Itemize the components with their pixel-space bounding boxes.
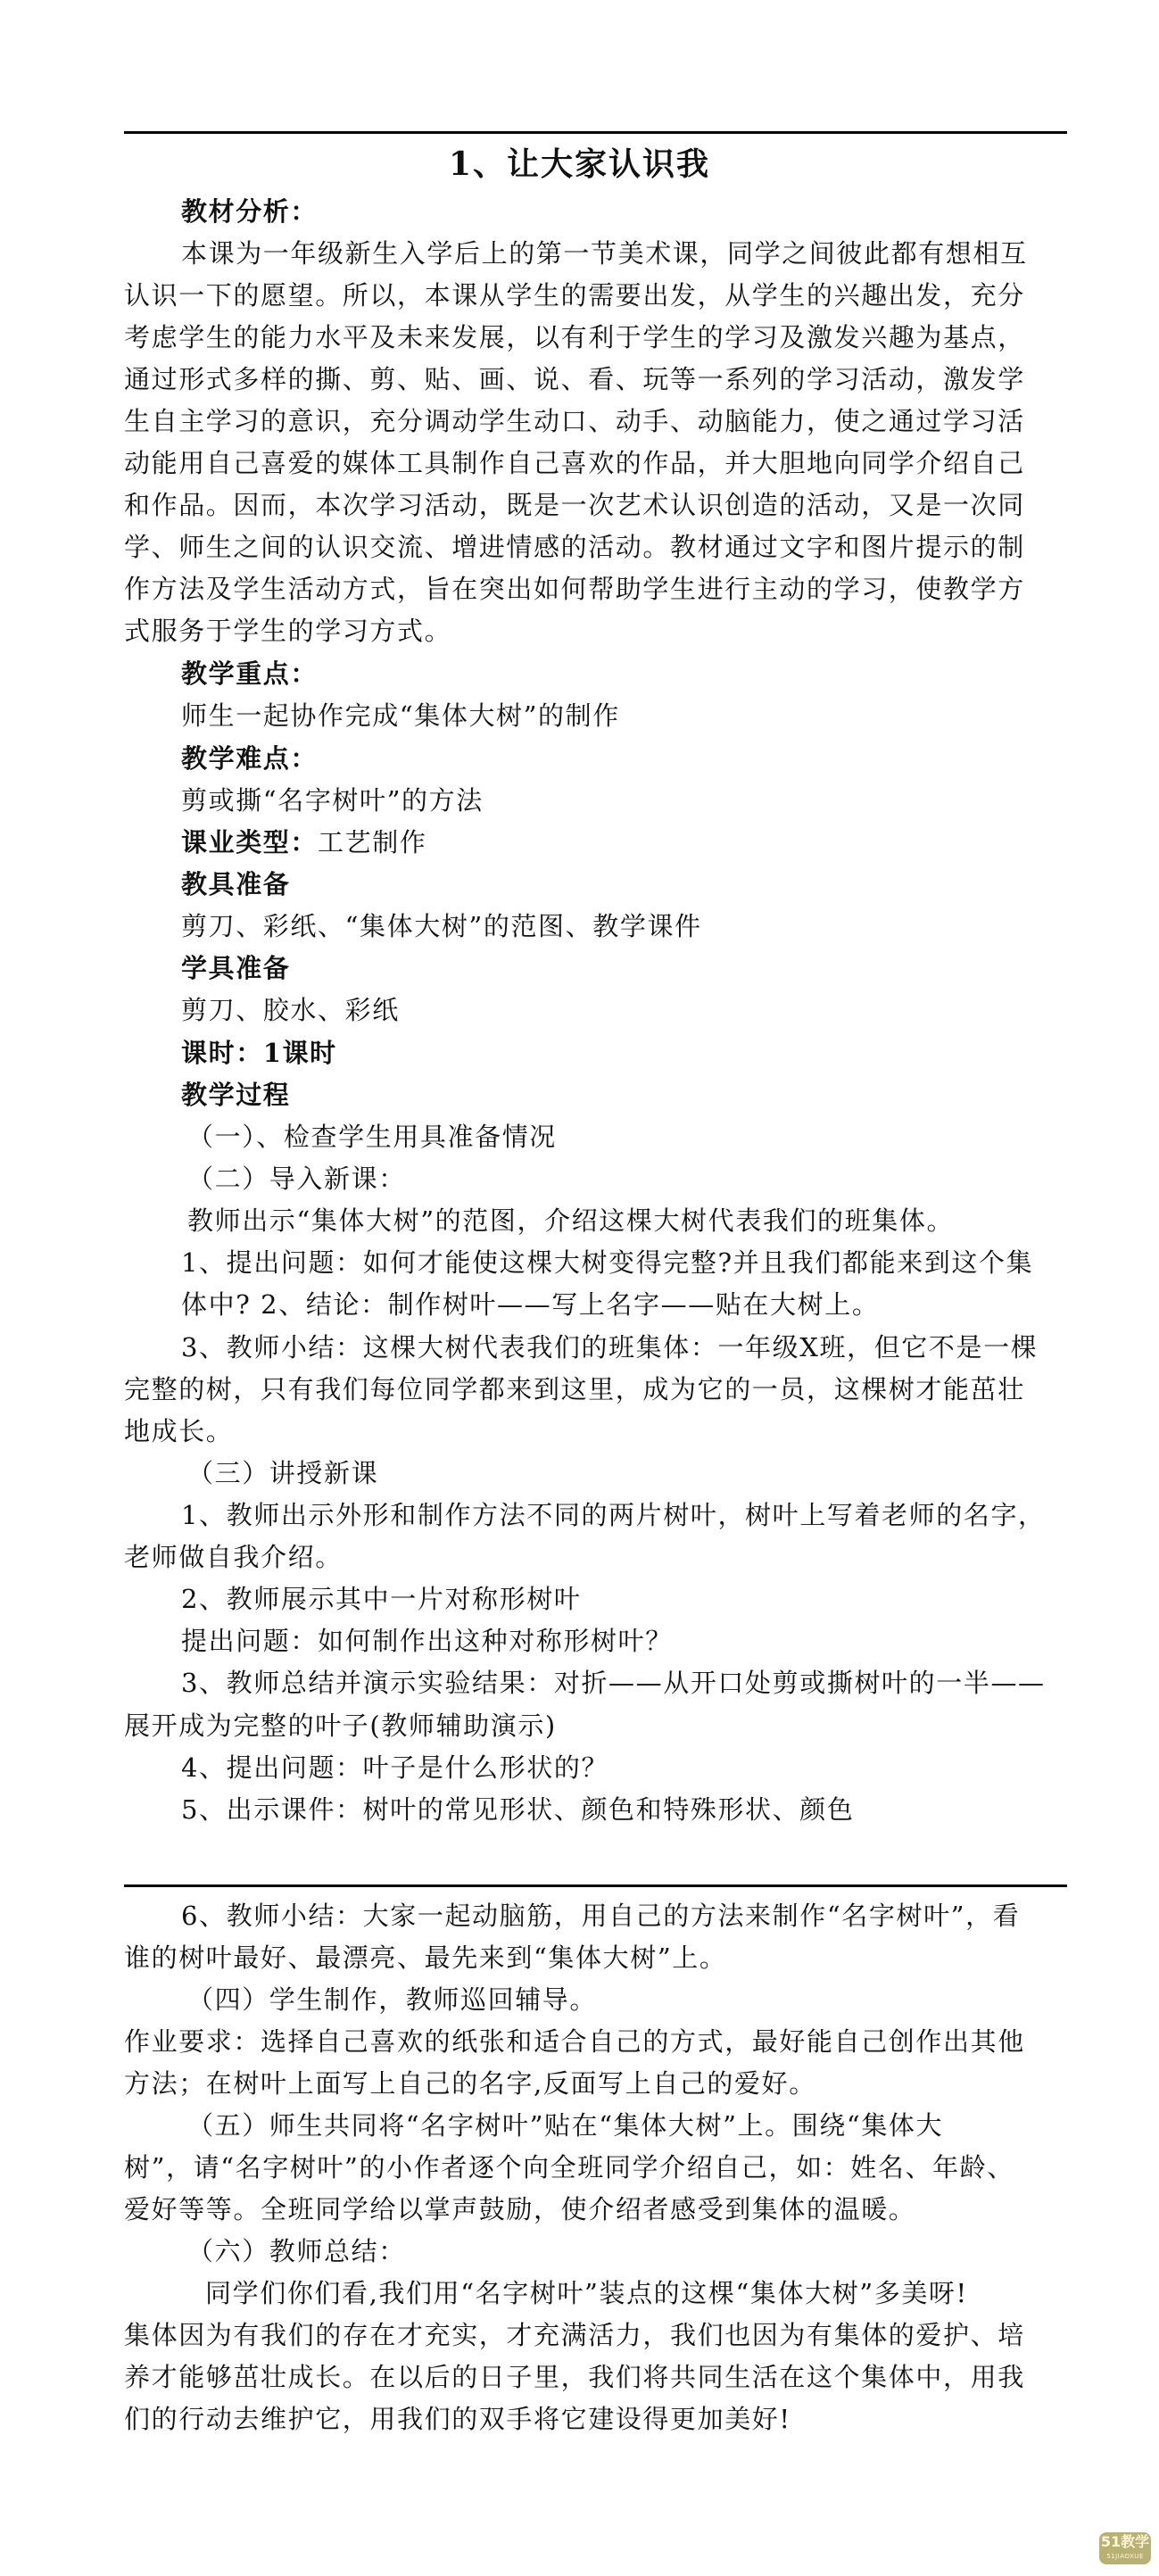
page2-line: （五）师生共同将“名字树叶”贴在“集体大树”上。围绕“集体大 bbox=[187, 2110, 944, 2141]
watermark-main-text: 51教学 bbox=[1100, 2533, 1150, 2550]
lesson-type-value: 工艺制作 bbox=[318, 827, 427, 857]
page2-line: 同学们你们看,我们用“名字树叶”装点的这棵“集体大树”多美呀! bbox=[205, 2278, 968, 2308]
document-title: 1、让大家认识我 bbox=[448, 145, 711, 183]
page2-line: 方法；在树叶上面写上自己的名字,反面写上自己的爱好。 bbox=[124, 2068, 816, 2099]
analysis-line: 生自主学习的意识，充分调动学生动口、动手、动脑能力，使之通过学习活 bbox=[124, 406, 1025, 436]
process-line: 2、教师展示其中一片对称形树叶 bbox=[181, 1584, 582, 1614]
key-point-heading: 教学重点： bbox=[181, 658, 319, 689]
analysis-heading: 教材分析： bbox=[181, 196, 319, 227]
page2-line: 作业要求：选择自己喜欢的纸张和适合自己的方式，最好能自己创作出其他 bbox=[124, 2026, 1025, 2057]
watermark-logo bbox=[1099, 2532, 1151, 2564]
student-tools-heading: 学具准备 bbox=[181, 953, 291, 983]
process-line: （二）导入新课： bbox=[187, 1164, 406, 1194]
analysis-line: 认识一下的愿望。所以，本课从学生的需要出发，从学生的兴趣出发，充分 bbox=[124, 280, 1025, 311]
lesson-type bbox=[181, 824, 426, 860]
header-rule bbox=[124, 131, 1067, 134]
analysis-line: 学、师生之间的认识交流、增进情感的活动。教材通过文字和图片提示的制 bbox=[124, 532, 1025, 562]
student-tools-text: 剪刀、胶水、彩纸 bbox=[181, 995, 400, 1025]
process-line: 体中? 2、结论：制作树叶——写上名字——贴在大树上。 bbox=[181, 1289, 880, 1320]
duration: 课时：1课时 bbox=[181, 1038, 337, 1068]
page2-line: 集体因为有我们的存在才充实，才充满活力，我们也因为有集体的爱护、培 bbox=[124, 2320, 1025, 2350]
process-line: （三）讲授新课 bbox=[187, 1458, 379, 1488]
process-line: 1、提出问题：如何才能使这棵大树变得完整?并且我们都能来到这个集 bbox=[181, 1247, 1034, 1278]
process-line: 3、教师小结：这棵大树代表我们的班集体：一年级X班，但它不是一棵 bbox=[181, 1332, 1039, 1363]
difficulty-heading: 教学难点： bbox=[181, 743, 319, 774]
page2-line: 养才能够茁壮成长。在以后的日子里，我们将共同生活在这个集体中，用我 bbox=[124, 2362, 1025, 2392]
key-point-text: 师生一起协作完成“集体大树”的制作 bbox=[181, 700, 620, 731]
analysis-line: 式服务于学生的学习方式。 bbox=[124, 616, 452, 646]
teacher-tools-heading: 教具准备 bbox=[181, 869, 291, 899]
lesson-type-label: 课业类型： bbox=[181, 827, 319, 857]
page2-line: 6、教师小结：大家一起动脑筋，用自己的方法来制作“名字树叶”，看 bbox=[181, 1901, 1021, 1931]
teacher-tools-text: 剪刀、彩纸、“集体大树”的范图、教学课件 bbox=[181, 911, 702, 941]
process-line: 3、教师总结并演示实验结果：对折——从开口处剪或撕树叶的一半—— bbox=[181, 1668, 1046, 1698]
analysis-line: 动能用自己喜爱的媒体工具制作自己喜欢的作品，并大胆地向同学介绍自己 bbox=[124, 448, 1025, 478]
analysis-line: 和作品。因而，本次学习活动，既是一次艺术认识创造的活动，又是一次同 bbox=[124, 490, 1025, 520]
analysis-line: 考虑学生的能力水平及未来发展，以有利于学生的学习及激发兴趣为基点， bbox=[124, 322, 1025, 352]
process-line: 展开成为完整的叶子(教师辅助演示) bbox=[124, 1710, 557, 1741]
process-line: 5、出示课件：树叶的常见形状、颜色和特殊形状、颜色 bbox=[181, 1794, 855, 1825]
page2-line: （四）学生制作，教师巡回辅导。 bbox=[187, 1984, 598, 2015]
process-line: （一）、检查学生用具准备情况 bbox=[187, 1122, 557, 1152]
analysis-line: 通过形式多样的撕、剪、贴、画、说、看、玩等一系列的学习活动，激发学 bbox=[124, 364, 1025, 394]
process-line: 提出问题：如何制作出这种对称形树叶？ bbox=[181, 1626, 673, 1656]
analysis-line: 作方法及学生活动方式，旨在突出如何帮助学生进行主动的学习，使教学方 bbox=[124, 574, 1025, 604]
page2-line: 树”，请“名字树叶”的小作者逐个向全班同学介绍自己，如：姓名、年龄、 bbox=[124, 2152, 1014, 2183]
process-line: 教师出示“集体大树”的范图，介绍这棵大树代表我们的班集体。 bbox=[187, 1205, 955, 1236]
watermark-sub-text: 51JIAOXUE bbox=[1106, 2553, 1144, 2560]
process-line: 完整的树，只有我们每位同学都来到这里，成为它的一员，这棵树才能茁壮 bbox=[124, 1374, 1025, 1404]
page2-line: （六）教师总结： bbox=[187, 2236, 406, 2266]
process-line: 老师做自我介绍。 bbox=[124, 1542, 343, 1572]
page2-line: 谁的树叶最好、最漂亮、最先来到“集体大树”上。 bbox=[124, 1942, 727, 1973]
analysis-line: 本课为一年级新生入学后上的第一节美术课，同学之间彼此都有想相互 bbox=[181, 238, 1028, 269]
page-break-rule bbox=[124, 1884, 1067, 1887]
difficulty-text: 剪或撕“名字树叶”的方法 bbox=[181, 785, 484, 816]
process-line: 地成长。 bbox=[124, 1416, 234, 1446]
process-line: 1、教师出示外形和制作方法不同的两片树叶，树叶上写着老师的名字， bbox=[181, 1500, 1046, 1530]
page2-line: 爱好等等。全班同学给以掌声鼓励，使介绍者感受到集体的温暖。 bbox=[124, 2194, 916, 2224]
process-heading: 教学过程 bbox=[181, 1080, 291, 1110]
process-line: 4、提出问题：叶子是什么形状的？ bbox=[181, 1752, 609, 1783]
page2-line: 们的行动去维护它，用我们的双手将它建设得更加美好! bbox=[124, 2404, 791, 2434]
